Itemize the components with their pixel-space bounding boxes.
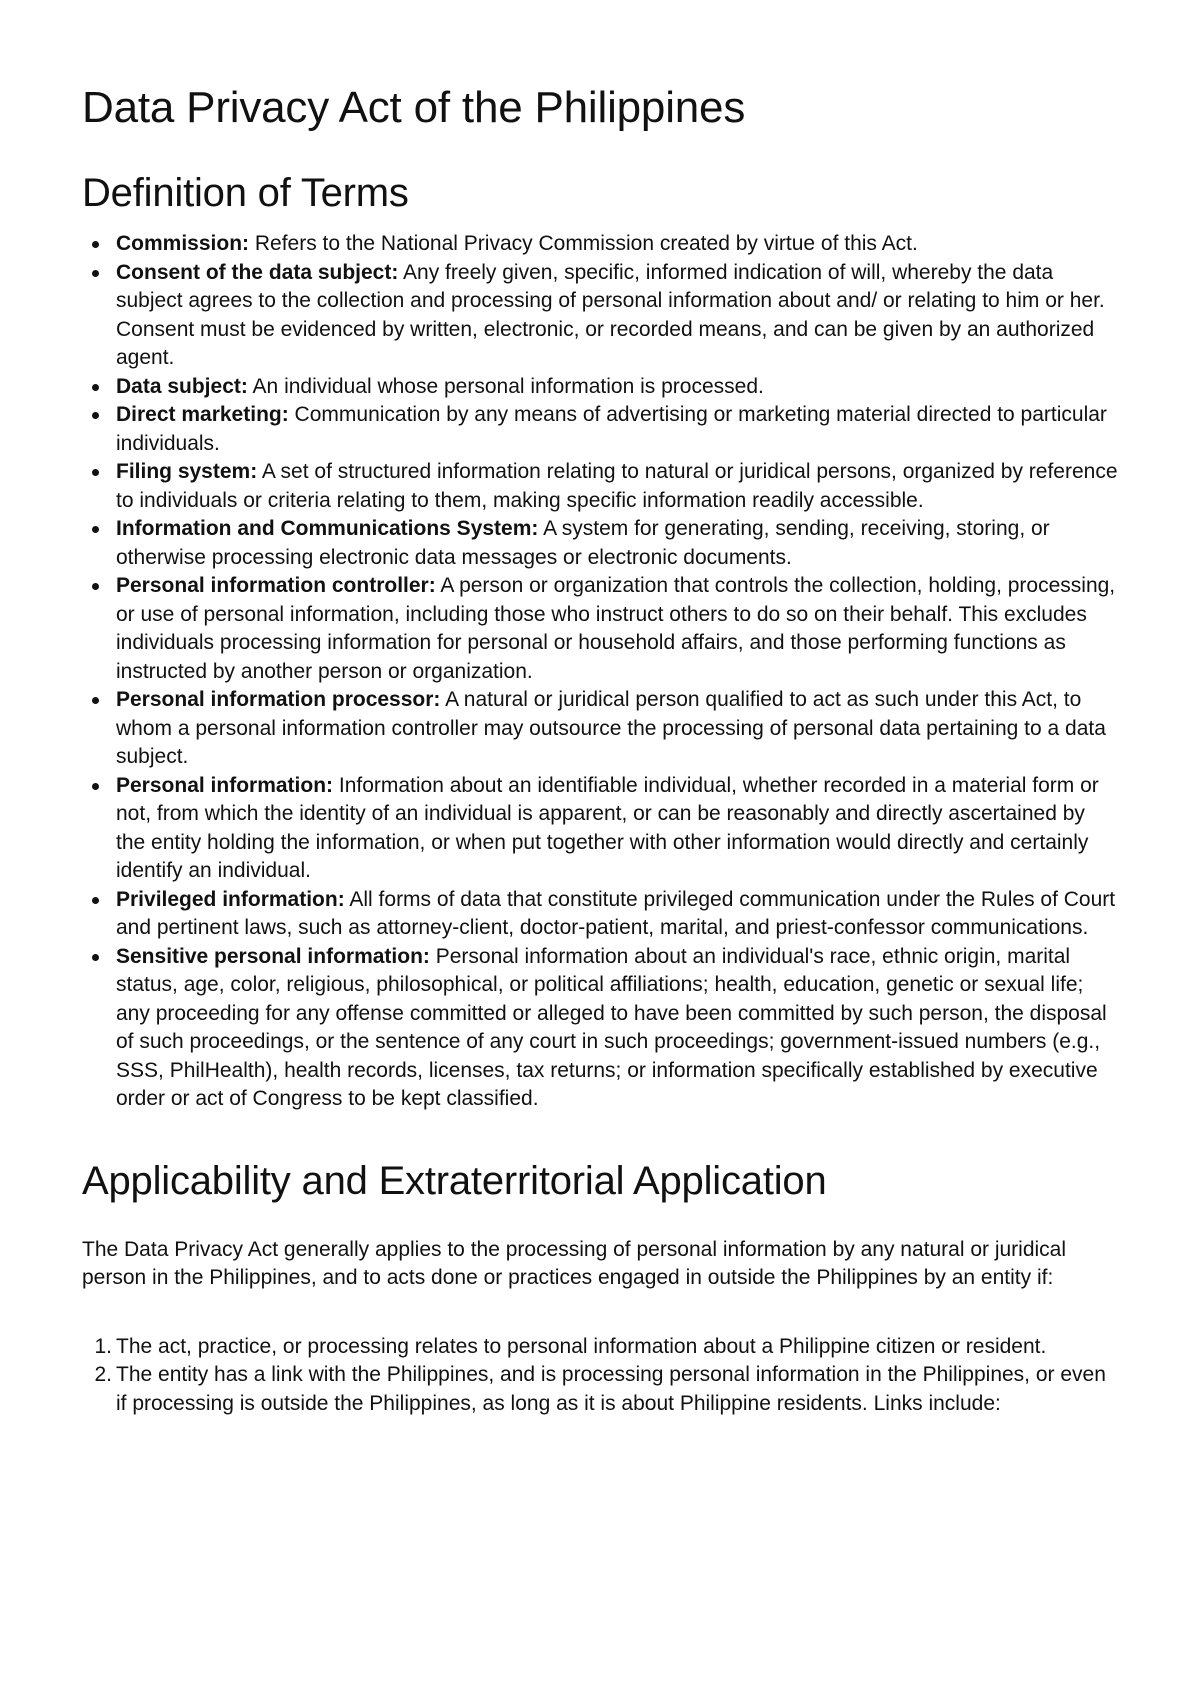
term-definition: Information about an identifiable individual, whether recorded in a material form or not, from which the identity of an individual is apparent, or can be reasonably and directly ascertained by the entity holding the information, or when put together with other information would directly and certainly identify an individual. (116, 773, 1099, 882)
bullet-icon (92, 384, 99, 391)
condition-text: The act, practice, or processing relates to personal information about a Philippine citizen or resident. (116, 1334, 1047, 1358)
list-item (116, 373, 1118, 402)
term-name: Direct marketing: (116, 403, 289, 426)
term-name: Personal information controller: (116, 574, 436, 597)
definition-list (82, 230, 1118, 1114)
definitions-heading: Definition of Terms (82, 171, 409, 215)
term-definition: Any freely given, specific, informed indication of will, whereby the data subject agrees to the collection and processing of personal information about and/ or relating to him or her. Consent must be evidenced by written, electronic, or recorded means, and can be given by an authorized agent. (116, 260, 1105, 369)
term-name: Personal information processor: (116, 688, 441, 711)
term-definition: Personal information about an individual's race, ethnic origin, marital status, age, color, religious, philosophical, or political affiliations; health, education, genetic or sexual life; any proceeding for any offense committed or alleged to have been committed by such person, the disposal of such proceedings, or the sentence of any court in such proceedings; government-issued numbers (e.g., SSS, PhilHealth), health records, licenses, tax returns; or information specifically established by executive order or act of Congress to be kept classified. (116, 944, 1107, 1110)
bullet-icon (92, 697, 99, 704)
term-name: Commission: (116, 232, 250, 255)
list-item (116, 943, 1118, 1114)
term-name: Filing system: (116, 460, 258, 483)
list-item (116, 458, 1118, 515)
list-number: 1. (94, 1334, 112, 1358)
list-number: 2. (94, 1363, 112, 1386)
list-item (116, 515, 1118, 572)
term-definition: All forms of data that constitute privileged communication under the Rules of Court and pertinent laws, such as attorney-client, doctor-patient, marital, and priest-confessor communications. (116, 887, 1116, 939)
applicability-heading: Applicability and Extraterritorial Application (82, 1158, 827, 1203)
bullet-icon (92, 270, 99, 277)
list-item (116, 401, 1118, 458)
term-name: Consent of the data subject: (116, 260, 399, 284)
term-name: Data subject: (116, 374, 248, 398)
term-definition: An individual whose personal information is processed. (247, 374, 764, 398)
list-item (116, 886, 1118, 943)
term-name: Personal information: (116, 773, 334, 797)
list-item (116, 230, 1118, 259)
term-definition: A set of structured information relating to natural or juridical persons, organized by reference to individuals or criteria relating to them, making specific information readily accessible. (116, 460, 1118, 512)
condition-text: The entity has a link with the Philippines, and is processing personal information in the Philippines, or even if processing is outside the Philippines, as long as it is about Philippine residents. Links include: (116, 1363, 1106, 1415)
applicability-intro: The Data Privacy Act generally applies to the processing of personal information by any natural or juridical person in the Philippines, and to acts done or practices engaged in outside the Philippines by an entity if: (82, 1237, 1067, 1289)
bullet-icon (92, 783, 99, 790)
conditions-list (82, 1333, 1118, 1419)
term-definition: A person or organization that controls the collection, holding, processing, or use of personal information, including those who instruct others to do so on their behalf. This excludes individuals processing information for personal or household affairs, and those performing functions as instructed by another person or organization. (116, 574, 1116, 683)
bullet-icon (92, 583, 99, 590)
bullet-icon (92, 954, 99, 961)
bullet-icon (92, 241, 99, 248)
term-name: Privileged information: (116, 887, 345, 911)
list-item (116, 772, 1118, 886)
bullet-icon (92, 469, 99, 476)
list-item (116, 572, 1118, 686)
document-title: Data Privacy Act of the Philippines (82, 83, 746, 132)
bullet-icon (92, 412, 99, 419)
list-item (116, 686, 1118, 772)
list-item (94, 1333, 1118, 1362)
term-definition: Communication by any means of advertising or marketing material directed to particular individuals. (116, 403, 1107, 455)
term-definition: Refers to the National Privacy Commission created by virtue of this Act. (249, 232, 918, 255)
bullet-icon (92, 526, 99, 533)
list-item (116, 259, 1118, 373)
term-definition: A natural or juridical person qualified to act as such under this Act, to whom a personal information controller may outsource the processing of personal data pertaining to a data subject. (116, 688, 1106, 768)
list-item (94, 1361, 1118, 1418)
bullet-icon (92, 897, 99, 904)
term-name: Information and Communications System: (116, 517, 539, 540)
term-definition: A system for generating, sending, receiving, storing, or otherwise processing electronic data messages or electronic documents. (116, 517, 1050, 569)
term-name: Sensitive personal information: (116, 944, 430, 968)
